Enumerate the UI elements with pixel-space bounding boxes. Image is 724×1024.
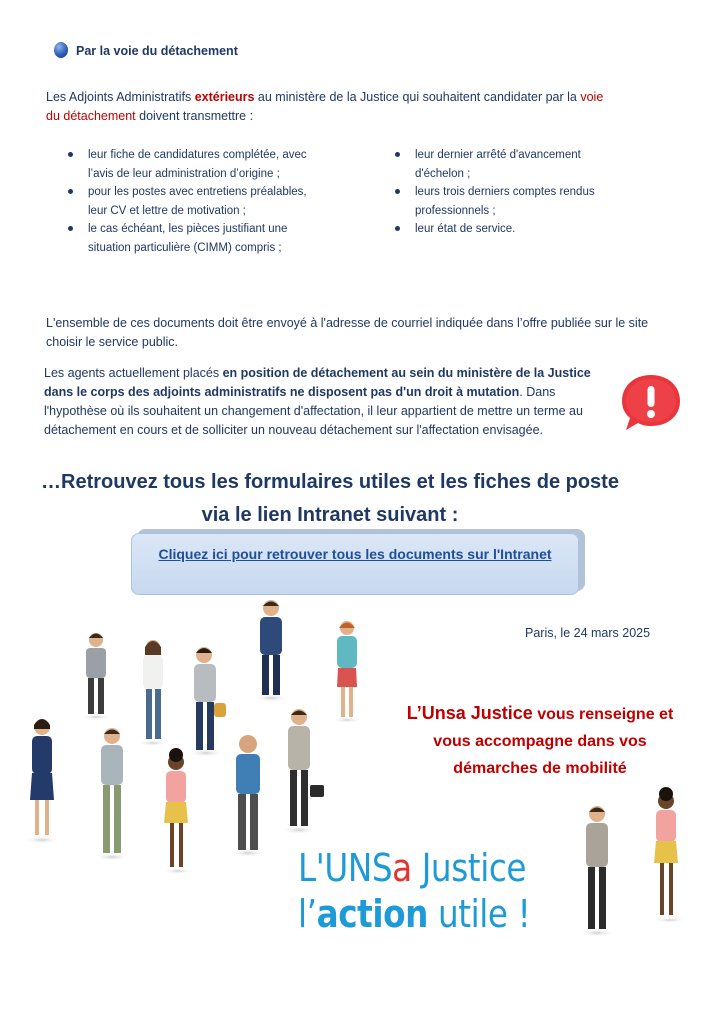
person-figure — [162, 748, 194, 874]
bullet-ball-icon — [54, 42, 68, 58]
list-item: pour les postes avec entretiens préalables, leur CV et lettre de motivation ; — [62, 183, 312, 220]
slogan-line2: vous accompagne dans vos — [433, 733, 647, 750]
person-figure — [253, 600, 289, 702]
documents-list-right — [389, 146, 629, 239]
intranet-link[interactable]: Cliquez ici pour retrouver tous les documents sur l'Intranet — [158, 546, 552, 562]
forms-heading — [30, 467, 630, 530]
agents-text-1: Les agents actuellement placés — [44, 366, 223, 380]
person-figure — [80, 633, 112, 720]
intro-text-3: doivent transmettre : — [135, 109, 254, 123]
person-figure — [579, 806, 615, 937]
send-paragraph: L'ensemble de ces documents doit être envoyé à l'adresse de courriel indiquée dans l’offre publiée sur le site choisir le service public. — [46, 316, 649, 349]
list-item: le cas échéant, les pièces justifiant une situation particulière (CIMM) compris ; — [62, 220, 312, 257]
list-item: leurs trois derniers comptes rendus professionnels ; — [389, 183, 629, 220]
person-figure — [24, 719, 60, 844]
person-figure — [137, 640, 169, 746]
intranet-link-box — [131, 533, 579, 595]
slogan-brand: L’Unsa Justice — [406, 703, 533, 723]
agents-text-bold: en position de détachement au sein du ministère de la Justice dans le corps des adjoints administratifs ne disposent pas d'un droit à mutation — [44, 366, 591, 399]
agents-paragraph — [44, 364, 612, 440]
person-figure — [188, 647, 226, 757]
alert-exclamation-icon — [618, 372, 684, 434]
intro-emph-detachement: du détachement — [46, 109, 136, 123]
agents-text-2: . Dans l'hypothèse où ils souhaitent un changement d'affectation, il leur appartient de mettre un terme au détachement en cours et de solliciter un nouveau détachement sur l'affectation envisagée. — [44, 385, 583, 437]
list-item: leur fiche de candidatures complétée, avec l’avis de leur administration d’origine ; — [62, 146, 312, 183]
slogan-line1: vous renseigne et — [532, 706, 674, 723]
documents-list-left — [62, 146, 312, 257]
forms-heading-line1: …Retrouvez tous les formulaires utiles et les fiches de poste — [41, 471, 619, 493]
list-item: leur état de service. — [389, 220, 629, 239]
person-figure — [94, 728, 130, 861]
intro-text-2: au ministère de la Justice qui souhaitent candidater par la — [254, 90, 581, 104]
person-figure — [281, 709, 324, 834]
date-line: Paris, le 24 mars 2025 — [525, 626, 651, 640]
intro-paragraph — [46, 88, 666, 126]
person-figure — [654, 787, 686, 923]
logo-line2: l’action utile ! — [298, 892, 531, 936]
intro-emph-exterieurs: extérieurs — [194, 90, 255, 104]
list-item: leur dernier arrêté d'avancement d'échelon ; — [389, 146, 629, 183]
person-figure — [332, 621, 362, 723]
person-figure — [230, 735, 266, 857]
slogan-line3: démarches de mobilité — [453, 760, 627, 777]
people-illustration — [0, 595, 724, 955]
intro-emph-voie: voie — [580, 90, 604, 104]
section-title: Par la voie du détachement — [76, 44, 238, 58]
forms-heading-line2: via le lien Intranet suivant : — [201, 504, 459, 526]
intro-text-1: Les Adjoints Administratifs — [46, 90, 195, 104]
logo-line1: L'UNSa Justice — [298, 846, 527, 890]
